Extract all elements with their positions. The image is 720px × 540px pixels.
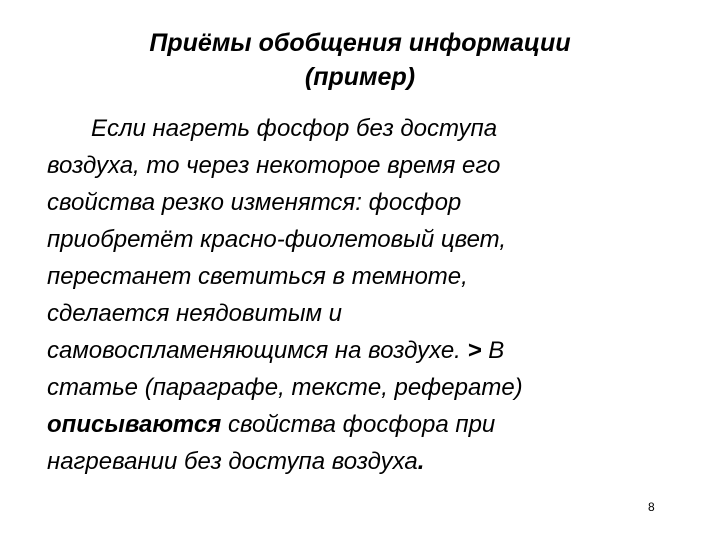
arrow-symbol: > — [467, 337, 482, 364]
page-number: 8 — [648, 500, 655, 514]
body-paragraph — [47, 110, 697, 480]
paragraph-line: Если нагреть фосфор без доступа — [91, 115, 498, 142]
paragraph-line: воздуха, то через некоторое время его — [47, 152, 501, 179]
paragraph-line — [47, 332, 697, 369]
final-period: . — [417, 448, 425, 475]
paragraph-line: свойства резко изменятся: фосфор — [47, 189, 462, 216]
paragraph-line — [47, 406, 697, 443]
paragraph-text: свойства фосфора при — [221, 411, 496, 438]
paragraph-line: сделается неядовитым и — [47, 300, 342, 327]
title-line: (пример) — [304, 63, 416, 91]
paragraph-text: В — [481, 337, 505, 364]
paragraph-text: самовоспламеняющимся на воздухе. — [47, 337, 468, 364]
title-line: Приёмы обобщения информации — [149, 29, 571, 57]
emphasized-word: описываются — [47, 411, 222, 438]
paragraph-line: перестанет светиться в темноте, — [47, 263, 468, 290]
paragraph-text: нагревании без доступа воздуха — [47, 448, 418, 475]
paragraph-line: приобретёт красно-фиолетовый цвет, — [47, 226, 507, 253]
slide-title — [40, 26, 680, 94]
paragraph-line: статье (параграфе, тексте, реферате) — [47, 374, 523, 401]
paragraph-line — [47, 443, 697, 480]
